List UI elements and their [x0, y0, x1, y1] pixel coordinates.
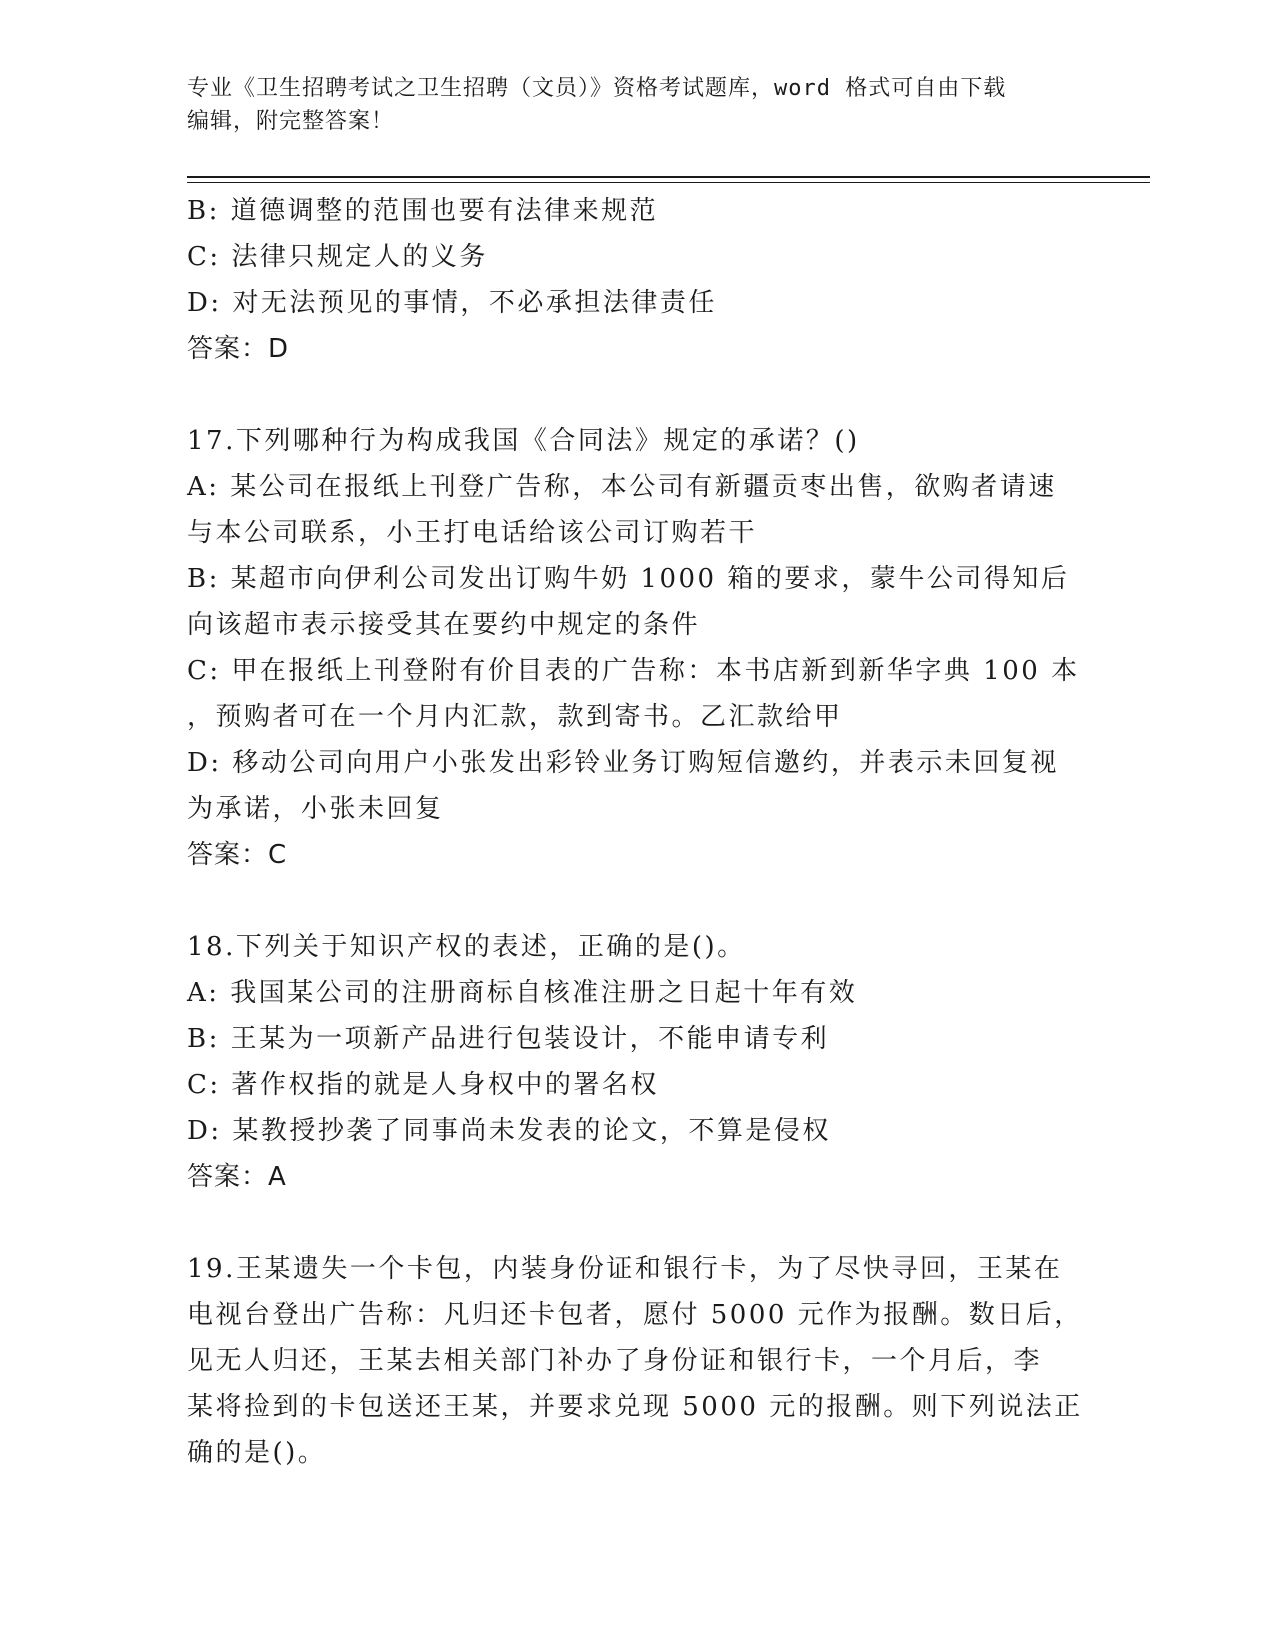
q19-stem-line-2: 电视台登出广告称：凡归还卡包者，愿付 5000 元作为报酬。数日后， — [187, 1300, 1083, 1330]
q18-option-a: A: 我国某公司的注册商标自核准注册之日起十年有效 — [187, 978, 858, 1008]
question-17 — [187, 418, 1087, 878]
q17-option-c-line-1: C: 甲在报纸上刊登附有价目表的广告称：本书店新到新华字典 100 本 — [187, 656, 1080, 686]
question-18 — [187, 924, 1087, 1200]
q16-option-c: C: 法律只规定人的义务 — [187, 242, 488, 272]
q19-stem-line-4: 某将捡到的卡包送还王某，并要求兑现 5000 元的报酬。则下列说法正 — [187, 1392, 1083, 1422]
q17-option-c-line-2: ，预购者可在一个月内汇款，款到寄书。乙汇款给甲 — [187, 702, 843, 732]
document-header — [187, 72, 1087, 138]
q18-answer: 答案：A — [187, 1162, 287, 1192]
q16-answer: 答案：D — [187, 334, 290, 364]
spacer — [187, 1200, 1087, 1246]
header-line-2: 编辑，附完整答案！ — [187, 109, 395, 134]
header-divider-thick — [187, 176, 1150, 178]
header-line-1: 专业《卫生招聘考试之卫生招聘（文员）》资格考试题库，word 格式可自由下载 — [187, 76, 1007, 101]
q16-option-b: B: 道德调整的范围也要有法律来规范 — [187, 196, 659, 226]
q19-stem-line-3: 见无人归还，王某去相关部门补办了身份证和银行卡，一个月后，李 — [187, 1346, 1043, 1376]
q17-stem: 17.下列哪种行为构成我国《合同法》规定的承诺？() — [187, 426, 860, 456]
q16-option-d: D: 对无法预见的事情，不必承担法律责任 — [187, 288, 717, 318]
question-16 — [187, 188, 1087, 372]
question-19 — [187, 1246, 1087, 1476]
q17-option-b-line-2: 向该超市表示接受其在要约中规定的条件 — [187, 610, 701, 640]
q18-stem: 18.下列关于知识产权的表述，正确的是()。 — [187, 932, 746, 962]
q17-option-a-line-1: A: 某公司在报纸上刊登广告称，本公司有新疆贡枣出售，欲购者请速 — [187, 472, 1057, 502]
document-body — [187, 188, 1087, 1476]
q18-option-c: C: 著作权指的就是人身权中的署名权 — [187, 1070, 659, 1100]
q17-option-b-line-1: B: 某超市向伊利公司发出订购牛奶 1000 箱的要求，蒙牛公司得知后 — [187, 564, 1070, 594]
header-divider-thin — [187, 182, 1150, 183]
q19-stem-line-5: 确的是()。 — [187, 1438, 327, 1468]
q17-option-d-line-2: 为承诺，小张未回复 — [187, 794, 444, 824]
spacer — [187, 372, 1087, 418]
q17-option-a-line-2: 与本公司联系，小王打电话给该公司订购若干 — [187, 518, 758, 548]
q18-option-b: B: 王某为一项新产品进行包装设计，不能申请专利 — [187, 1024, 830, 1054]
q18-option-d: D: 某教授抄袭了同事尚未发表的论文，不算是侵权 — [187, 1116, 831, 1146]
q19-stem-line-1: 19.王某遗失一个卡包，内装身份证和银行卡，为了尽快寻回，王某在 — [187, 1254, 1063, 1284]
q17-answer: 答案：C — [187, 840, 288, 870]
spacer — [187, 878, 1087, 924]
q17-option-d-line-1: D: 移动公司向用户小张发出彩铃业务订购短信邀约，并表示未回复视 — [187, 748, 1059, 778]
